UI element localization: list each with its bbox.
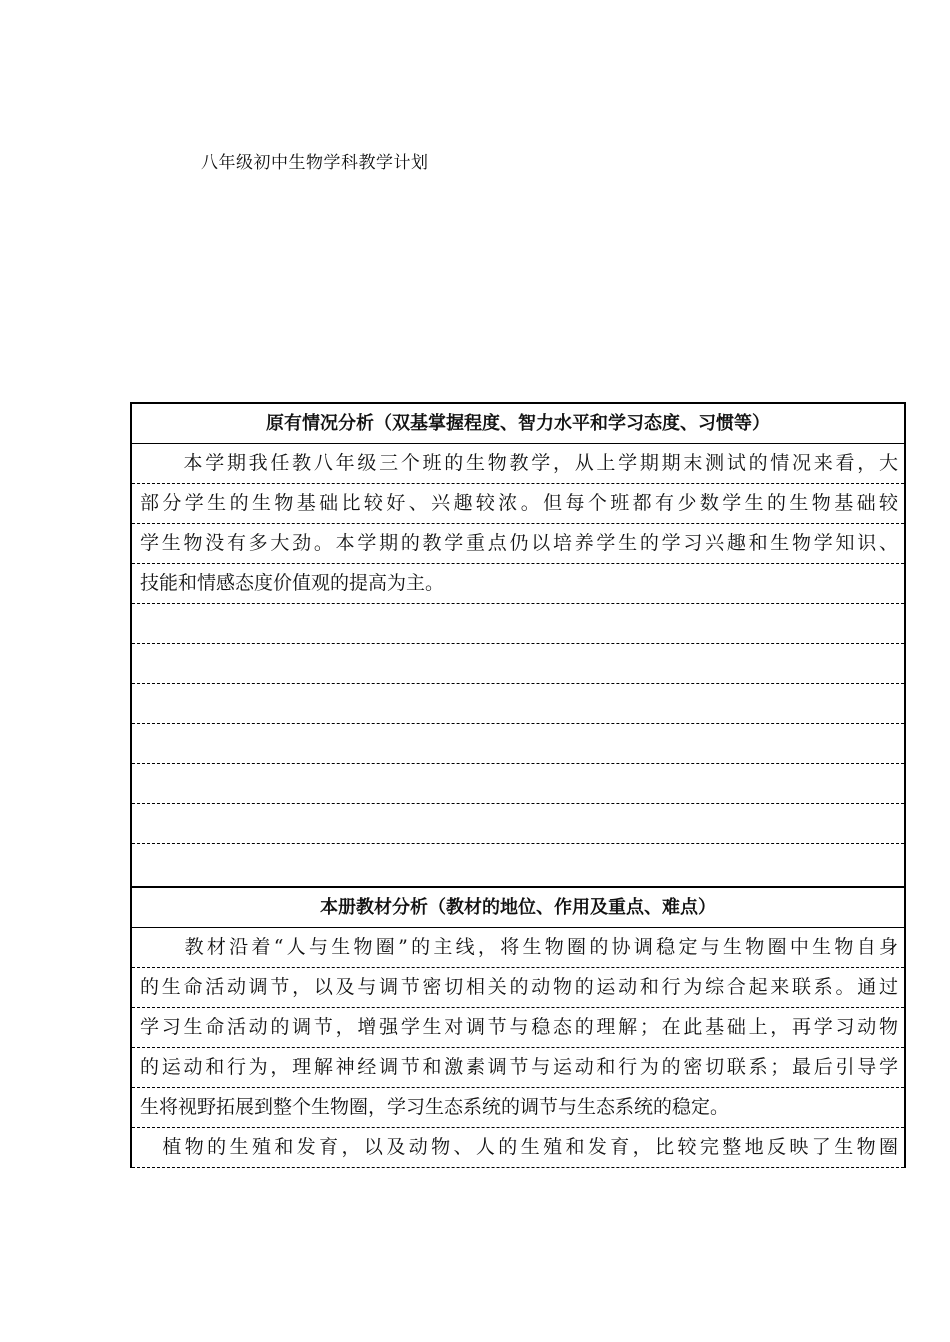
textbook-line-6: 植物的生殖和发育，以及动物、人的生殖和发育，比较完整地反映了生物圈 [132,1128,904,1168]
situation-line-4: 技能和情感态度价值观的提高为主。 [132,564,904,604]
section-header-textbook-analysis: 本册教材分析（教材的地位、作用及重点、难点） [132,886,904,928]
situation-line-3: 学生物没有多大劲。本学期的教学重点仍以培养学生的学习兴趣和生物学知识、 [132,524,904,564]
section-header-situation-analysis: 原有情况分析（双基掌握程度、智力水平和学习态度、习惯等） [132,404,904,444]
textbook-line-4: 的运动和行为，理解神经调节和激素调节与运动和行为的密切联系；最后引导学 [132,1048,904,1088]
situation-line-7 [132,684,904,724]
situation-line-6 [132,644,904,684]
document-title: 八年级初中生物学科教学计划 [201,153,429,173]
textbook-line-3: 学习生命活动的调节，增强学生对调节与稳态的理解；在此基础上，再学习动物 [132,1008,904,1048]
situation-line-10 [132,804,904,844]
situation-line-11 [132,844,904,886]
plan-table [130,402,906,1168]
situation-line-1: 本学期我任教八年级三个班的生物教学，从上学期期末测试的情况来看，大 [132,444,904,484]
situation-line-8 [132,724,904,764]
textbook-line-1: 教材沿着“人与生物圈”的主线，将生物圈的协调稳定与生物圈中生物自身 [132,928,904,968]
textbook-line-2: 的生命活动调节，以及与调节密切相关的动物的运动和行为综合起来联系。通过 [132,968,904,1008]
situation-line-9 [132,764,904,804]
situation-line-5 [132,604,904,644]
textbook-line-5: 生将视野拓展到整个生物圈，学习生态系统的调节与生态系统的稳定。 [132,1088,904,1128]
situation-line-2: 部分学生的生物基础比较好、兴趣较浓。但每个班都有少数学生的生物基础较 [132,484,904,524]
